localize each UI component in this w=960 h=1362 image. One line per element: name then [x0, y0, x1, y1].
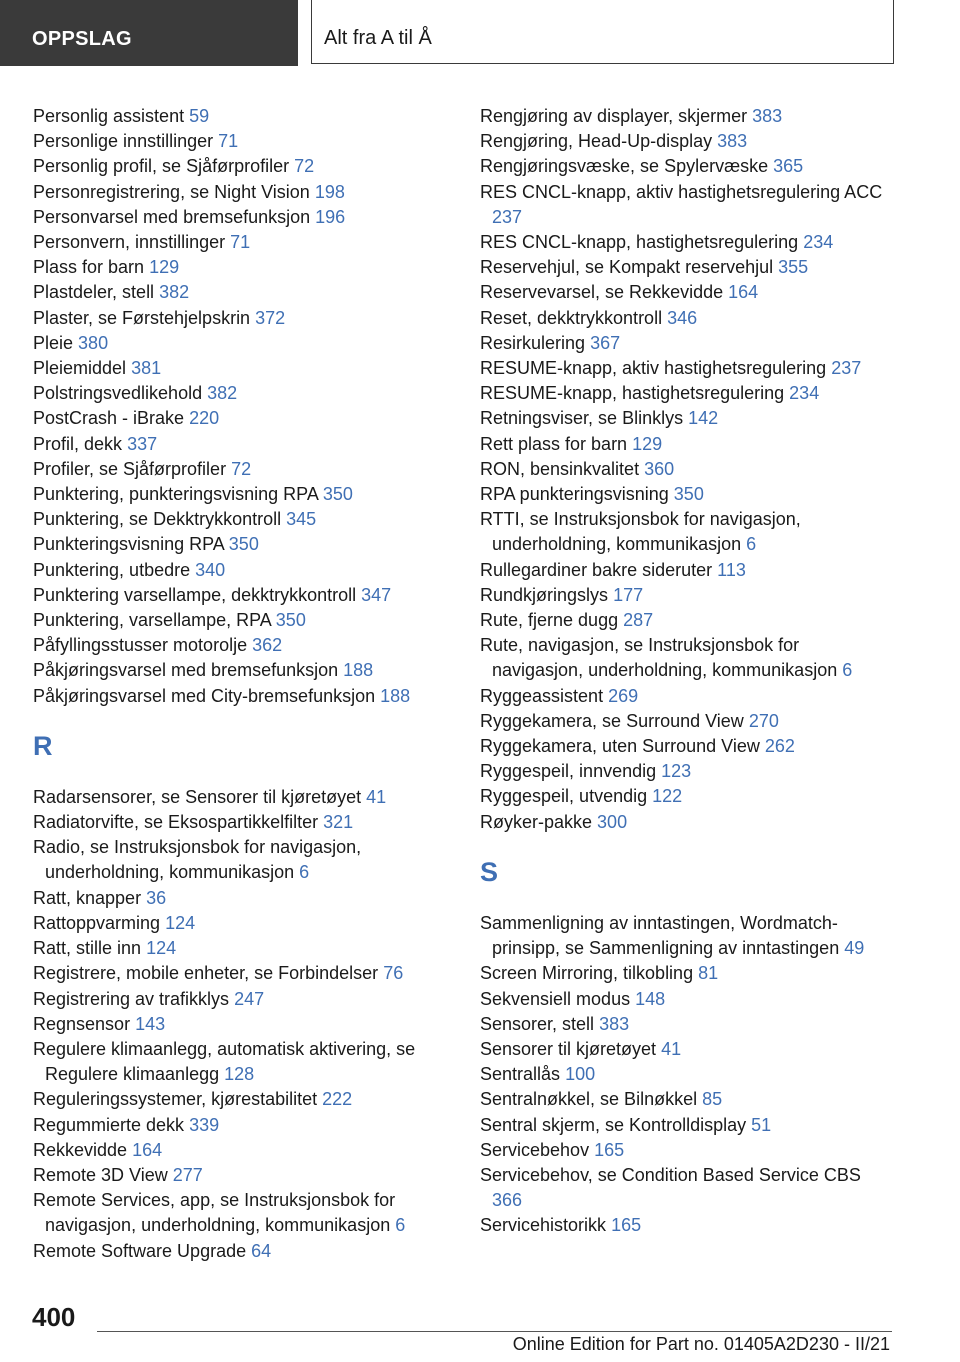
index-entry: [33, 255, 453, 280]
page-reference-link[interactable]: 124: [165, 912, 196, 933]
index-entry: [33, 1239, 453, 1264]
index-entry: [33, 507, 453, 532]
section-title: OPPSLAG: [32, 28, 132, 50]
page-reference-link[interactable]: 234: [789, 383, 820, 404]
page-reference-link[interactable]: 340: [195, 559, 226, 580]
index-entry: [480, 911, 895, 961]
index-entry: [33, 230, 453, 255]
index-term: Servicehistorikk: [480, 1215, 607, 1236]
index-entry: [33, 785, 453, 810]
index-entry: [33, 356, 453, 381]
page-reference-link[interactable]: 198: [314, 181, 345, 202]
index-term: RES CNCL-knapp, hastighetsregulering: [480, 232, 799, 253]
page-reference-link[interactable]: 113: [717, 559, 746, 580]
index-term: Radarsensorer, se Sensorer til kjøretøyet: [33, 786, 362, 807]
index-entry: [33, 482, 453, 507]
page-reference-link[interactable]: 383: [717, 131, 748, 152]
index-term: Rekkevidde: [33, 1139, 128, 1160]
index-term: Remote Services, app, se Instruksjonsbok for navigasjon, underholdning, kommunikasjon: [33, 1190, 396, 1236]
index-term: Ratt, knapper: [33, 887, 142, 908]
edition-note: Online Edition for Part no. 01405A2D230 - II/21: [512, 1334, 890, 1354]
index-term: Reservevarsel, se Rekkevidde: [480, 282, 724, 303]
index-term: Sentralnøkkel, se Bilnøkkel: [480, 1089, 698, 1110]
page-reference-link[interactable]: 362: [252, 635, 283, 656]
page-reference-link[interactable]: 164: [132, 1139, 163, 1160]
index-entry: [480, 558, 895, 583]
page-reference-link[interactable]: 36: [146, 887, 167, 908]
page-number: 400: [32, 1302, 76, 1332]
index-entry: [480, 104, 895, 129]
page-reference-link[interactable]: 85: [702, 1089, 723, 1110]
index-term: Personvarsel med bremsefunksjon: [33, 206, 311, 227]
page-reference-link[interactable]: 382: [159, 282, 190, 303]
index-term: Pleiemiddel: [33, 358, 127, 379]
page-reference-link[interactable]: 129: [632, 433, 663, 454]
index-term: Ryggekamera, uten Surround View: [480, 736, 760, 757]
index-term: Remote Software Upgrade: [33, 1240, 247, 1261]
page-header: [0, 0, 960, 66]
page-reference-link[interactable]: 360: [644, 458, 675, 479]
index-entry: [33, 608, 453, 633]
page-reference-link[interactable]: 51: [751, 1114, 772, 1135]
index-term: Regulere klimaanlegg, automatisk aktivering, se Regulere klimaanlegg: [33, 1038, 416, 1085]
page-reference-link[interactable]: 128: [224, 1064, 255, 1085]
page-reference-link[interactable]: 347: [361, 584, 392, 605]
footer-divider: [97, 1331, 892, 1332]
chapter-tab: [311, 0, 894, 64]
index-term: Profil, dekk: [33, 433, 123, 454]
index-entry: [480, 633, 895, 683]
index-term: Resirkulering: [480, 332, 586, 353]
index-entry: [480, 1213, 895, 1238]
page-reference-link[interactable]: 287: [623, 610, 654, 631]
page-reference-link[interactable]: 64: [251, 1240, 272, 1261]
page-reference-link[interactable]: 72: [231, 458, 252, 479]
index-entry: [33, 1087, 453, 1112]
page-reference-link[interactable]: 372: [255, 307, 286, 328]
page-reference-link[interactable]: 188: [343, 660, 374, 681]
index-entry: [33, 835, 453, 885]
index-term: Ratt, stille inn: [33, 938, 142, 959]
index-entry: [33, 961, 453, 986]
index-entry: [33, 658, 453, 683]
index-entry: [480, 709, 895, 734]
page-reference-link[interactable]: 339: [189, 1114, 220, 1135]
index-entry: [33, 583, 453, 608]
page-reference-link[interactable]: 41: [661, 1038, 682, 1059]
index-entry: [480, 583, 895, 608]
page-reference-link[interactable]: 381: [131, 358, 162, 379]
index-term: Personvern, innstillinger: [33, 232, 226, 253]
index-term: Påkjøringsvarsel med City-bremsefunksjon: [33, 685, 376, 706]
page-reference-link[interactable]: 71: [218, 131, 239, 152]
index-entry: [33, 810, 453, 835]
index-entry: [33, 205, 453, 230]
page-reference-link[interactable]: 222: [322, 1089, 353, 1110]
index-term: PostCrash - iBrake: [33, 408, 185, 429]
index-term: Ryggeassistent: [480, 685, 604, 706]
index-term: Reservehjul, se Kompakt reservehjul: [480, 257, 774, 278]
page-reference-link[interactable]: 188: [380, 685, 411, 706]
page-reference-link[interactable]: 196: [315, 206, 346, 227]
index-term: Personlige innstillinger: [33, 131, 214, 152]
page-reference-link[interactable]: 380: [78, 332, 109, 353]
page-reference-link[interactable]: 81: [698, 963, 719, 984]
index-entry: [33, 1113, 453, 1138]
index-entry: [480, 684, 895, 709]
index-entry: [33, 1012, 453, 1037]
index-term: Rattoppvarming: [33, 912, 161, 933]
page-reference-link[interactable]: 123: [661, 761, 692, 782]
page-reference-link[interactable]: 237: [831, 358, 862, 379]
index-entry: [33, 381, 453, 406]
page-reference-link[interactable]: 6: [746, 534, 757, 555]
page-reference-link[interactable]: 177: [613, 584, 644, 605]
index-term: Registrere, mobile enheter, se Forbindelser: [33, 963, 379, 984]
index-entry: [33, 1163, 453, 1188]
index-entry: [33, 129, 453, 154]
index-entry: [33, 1138, 453, 1163]
index-entry: [33, 180, 453, 205]
index-term: Rengjøring, Head-Up-display: [480, 131, 713, 152]
index-entry: [480, 1087, 895, 1112]
page-reference-link[interactable]: 383: [599, 1013, 630, 1034]
page-reference-link[interactable]: 269: [608, 685, 639, 706]
index-term: Sentral skjerm, se Kontrolldisplay: [480, 1114, 747, 1135]
page-reference-link[interactable]: 300: [597, 811, 628, 832]
page-reference-link[interactable]: 59: [189, 106, 210, 126]
page-reference-link[interactable]: 350: [228, 534, 259, 555]
page-reference-link[interactable]: 76: [383, 963, 404, 984]
page-reference-link[interactable]: 165: [611, 1215, 642, 1236]
index-entry: [480, 331, 895, 356]
index-entry: [480, 608, 895, 633]
page-reference-link[interactable]: 49: [844, 938, 865, 959]
index-term: Punktering varsellampe, dekktrykkontroll: [33, 584, 357, 605]
index-term: Rett plass for barn: [480, 433, 628, 454]
page-reference-link[interactable]: 365: [773, 156, 804, 177]
index-entry: [480, 961, 895, 986]
index-term: Sentrallås: [480, 1064, 561, 1085]
page-reference-link[interactable]: 6: [842, 660, 853, 681]
page-reference-link[interactable]: 350: [275, 610, 306, 631]
index-term: Rengjøring av displayer, skjermer: [480, 106, 748, 126]
index-entry: [480, 1012, 895, 1037]
index-term: Rute, navigasjon, se Instruksjonsbok for navigasjon, underholdning, kommunikasjon: [480, 635, 838, 681]
index-term: Radio, se Instruksjonsbok for navigasjon, underholdning, kommunikasjon: [33, 837, 362, 883]
page-reference-link[interactable]: 234: [803, 232, 834, 253]
index-term: Regummierte dekk: [33, 1114, 185, 1135]
index-entry: [33, 104, 453, 129]
index-entry: [33, 911, 453, 936]
index-term: Sensorer til kjøretøyet: [480, 1038, 657, 1059]
index-entry: [480, 759, 895, 784]
page-reference-link[interactable]: 350: [673, 484, 704, 505]
page-reference-link[interactable]: 165: [594, 1139, 625, 1160]
page-reference-link[interactable]: 277: [172, 1164, 203, 1185]
index-entry: [33, 406, 453, 431]
index-entry: [33, 936, 453, 961]
index-entry: [480, 406, 895, 431]
index-term: Personlig profil, se Sjåførprofiler: [33, 156, 290, 177]
page-reference-link[interactable]: 350: [322, 484, 353, 505]
page-reference-link[interactable]: 382: [207, 383, 238, 404]
index-entry: [480, 255, 895, 280]
index-entry: [480, 1037, 895, 1062]
index-term: Punktering, se Dekktrykkontroll: [33, 509, 282, 530]
index-entry: [480, 987, 895, 1012]
index-entry: [480, 356, 895, 381]
index-term: Pleie: [33, 332, 74, 353]
index-entry: [33, 432, 453, 457]
index-entry: [33, 987, 453, 1012]
page-reference-link[interactable]: 71: [230, 232, 251, 253]
index-term: Retningsviser, se Blinklys: [480, 408, 684, 429]
index-term: Regnsensor: [33, 1013, 131, 1034]
index-term: RPA punkteringsvisning: [480, 484, 669, 505]
index-term: Ryggespeil, utvendig: [480, 786, 648, 807]
index-entry: [33, 331, 453, 356]
index-term: Screen Mirroring, tilkobling: [480, 963, 694, 984]
index-term: Rute, fjerne dugg: [480, 610, 619, 631]
index-term: Ryggespeil, innvendig: [480, 761, 657, 782]
index-entry: [480, 306, 895, 331]
index-entry: [33, 532, 453, 557]
index-entry: [480, 381, 895, 406]
page-reference-link[interactable]: 321: [323, 812, 354, 833]
page-reference-link[interactable]: 345: [286, 509, 317, 530]
page-reference-link[interactable]: 143: [135, 1013, 166, 1034]
index-entry: [33, 1188, 453, 1238]
index-entry: [33, 457, 453, 482]
index-entry: [480, 1163, 895, 1213]
index-term: RON, bensinkvalitet: [480, 458, 640, 479]
index-term: Reset, dekktrykkontroll: [480, 307, 663, 328]
chapter-title: Alt fra A til Å: [324, 27, 432, 49]
index-entry: [33, 1037, 453, 1087]
index-term: Registrering av trafikklys: [33, 988, 230, 1009]
page-reference-link[interactable]: 270: [748, 710, 779, 731]
index-entry: [480, 1138, 895, 1163]
page-reference-link[interactable]: 366: [492, 1190, 523, 1211]
index-term: Personregistrering, se Night Vision: [33, 181, 310, 202]
index-entry: [480, 180, 895, 230]
index-entry: [33, 633, 453, 658]
page-reference-link[interactable]: 100: [565, 1064, 596, 1085]
page-reference-link[interactable]: 129: [149, 257, 180, 278]
index-entry: [480, 810, 895, 835]
index-entry: [480, 230, 895, 255]
index-term: Personlig assistent: [33, 106, 185, 126]
index-term: Plastdeler, stell: [33, 282, 155, 303]
index-term: Punktering, utbedre: [33, 559, 191, 580]
index-term: Polstringsvedlikehold: [33, 383, 203, 404]
page-reference-link[interactable]: 247: [234, 988, 265, 1009]
index-entry: [33, 684, 453, 709]
index-term: Røyker-pakke: [480, 811, 593, 832]
index-term: Radiatorvifte, se Eksospartikkelfilter: [33, 812, 319, 833]
index-term: Punkteringsvisning RPA: [33, 534, 224, 555]
index-entry: [33, 558, 453, 583]
index-entry: [33, 306, 453, 331]
page-reference-link[interactable]: 72: [294, 156, 315, 177]
index-letter-heading: R: [33, 730, 53, 761]
page-reference-link[interactable]: 237: [492, 206, 523, 227]
index-term: Punktering, varsellampe, RPA: [33, 610, 271, 631]
index-term: Påfyllingsstusser motorolje: [33, 635, 248, 656]
page-reference-link[interactable]: 164: [728, 282, 759, 303]
index-term: Påkjøringsvarsel med bremsefunksjon: [33, 660, 339, 681]
index-term: Ryggekamera, se Surround View: [480, 710, 744, 731]
index-term: Reguleringssystemer, kjørestabilitet: [33, 1089, 318, 1110]
index-term: Rullegardiner bakre sideruter: [480, 559, 713, 580]
index-entry: [33, 886, 453, 911]
index-term: Rundkjøringslys: [480, 584, 609, 605]
index-entry: [480, 734, 895, 759]
page-reference-link[interactable]: 6: [299, 862, 310, 883]
index-term: Servicebehov: [480, 1139, 590, 1160]
index-term: RESUME-knapp, hastighetsregulering: [480, 383, 785, 404]
page-reference-link[interactable]: 142: [688, 408, 719, 429]
index-term: RESUME-knapp, aktiv hastighetsregulering: [480, 358, 827, 379]
page-reference-link[interactable]: 148: [635, 988, 666, 1009]
page-reference-link[interactable]: 124: [146, 938, 177, 959]
index-entry: [480, 154, 895, 179]
index-term: Plass for barn: [33, 257, 145, 278]
page-reference-link[interactable]: 262: [764, 736, 795, 757]
page-reference-link[interactable]: 367: [590, 332, 621, 353]
index-entry: [33, 280, 453, 305]
index-entry: [480, 784, 895, 809]
index-term: Rengjøringsvæske, se Spylervæske: [480, 156, 769, 177]
index-term: Servicebehov, se Condition Based Service CBS: [480, 1164, 861, 1185]
page-reference-link[interactable]: 122: [652, 786, 683, 807]
index-term: RTTI, se Instruksjonsbok for navigasjon, underholdning, kommunikasjon: [480, 509, 801, 555]
index-entry: [480, 507, 895, 557]
index-column-right: [480, 104, 895, 1239]
index-entry: [33, 154, 453, 179]
index-term: Sammenligning av inntastingen, Wordmatch-prinsipp, se Sammenligning av inntastingen: [480, 912, 840, 959]
index-term: RES CNCL-knapp, aktiv hastighetsregulering ACC: [480, 181, 883, 202]
page-reference-link[interactable]: 383: [752, 106, 783, 126]
page-reference-link[interactable]: 220: [189, 408, 220, 429]
index-entry: [480, 457, 895, 482]
page-reference-link[interactable]: 41: [366, 786, 387, 807]
section-tab: [0, 0, 298, 66]
index-letter-heading: S: [480, 856, 499, 887]
index-term: Profiler, se Sjåførprofiler: [33, 458, 227, 479]
index-term: Sekvensiell modus: [480, 988, 631, 1009]
index-entry: [480, 129, 895, 154]
index-entry: [480, 432, 895, 457]
page-reference-link[interactable]: 355: [778, 257, 809, 278]
index-entry: [480, 1113, 895, 1138]
index-term: Punktering, punkteringsvisning RPA: [33, 484, 318, 505]
index-entry: [480, 482, 895, 507]
index-entry: [480, 280, 895, 305]
page-reference-link[interactable]: 346: [667, 307, 698, 328]
page-reference-link[interactable]: 6: [395, 1215, 406, 1236]
index-term: Sensorer, stell: [480, 1013, 595, 1034]
index-column-left: [33, 104, 453, 1264]
index-term: Remote 3D View: [33, 1164, 168, 1185]
index-entry: [480, 1062, 895, 1087]
index-term: Plaster, se Førstehjelpskrin: [33, 307, 251, 328]
page-reference-link[interactable]: 337: [127, 433, 158, 454]
